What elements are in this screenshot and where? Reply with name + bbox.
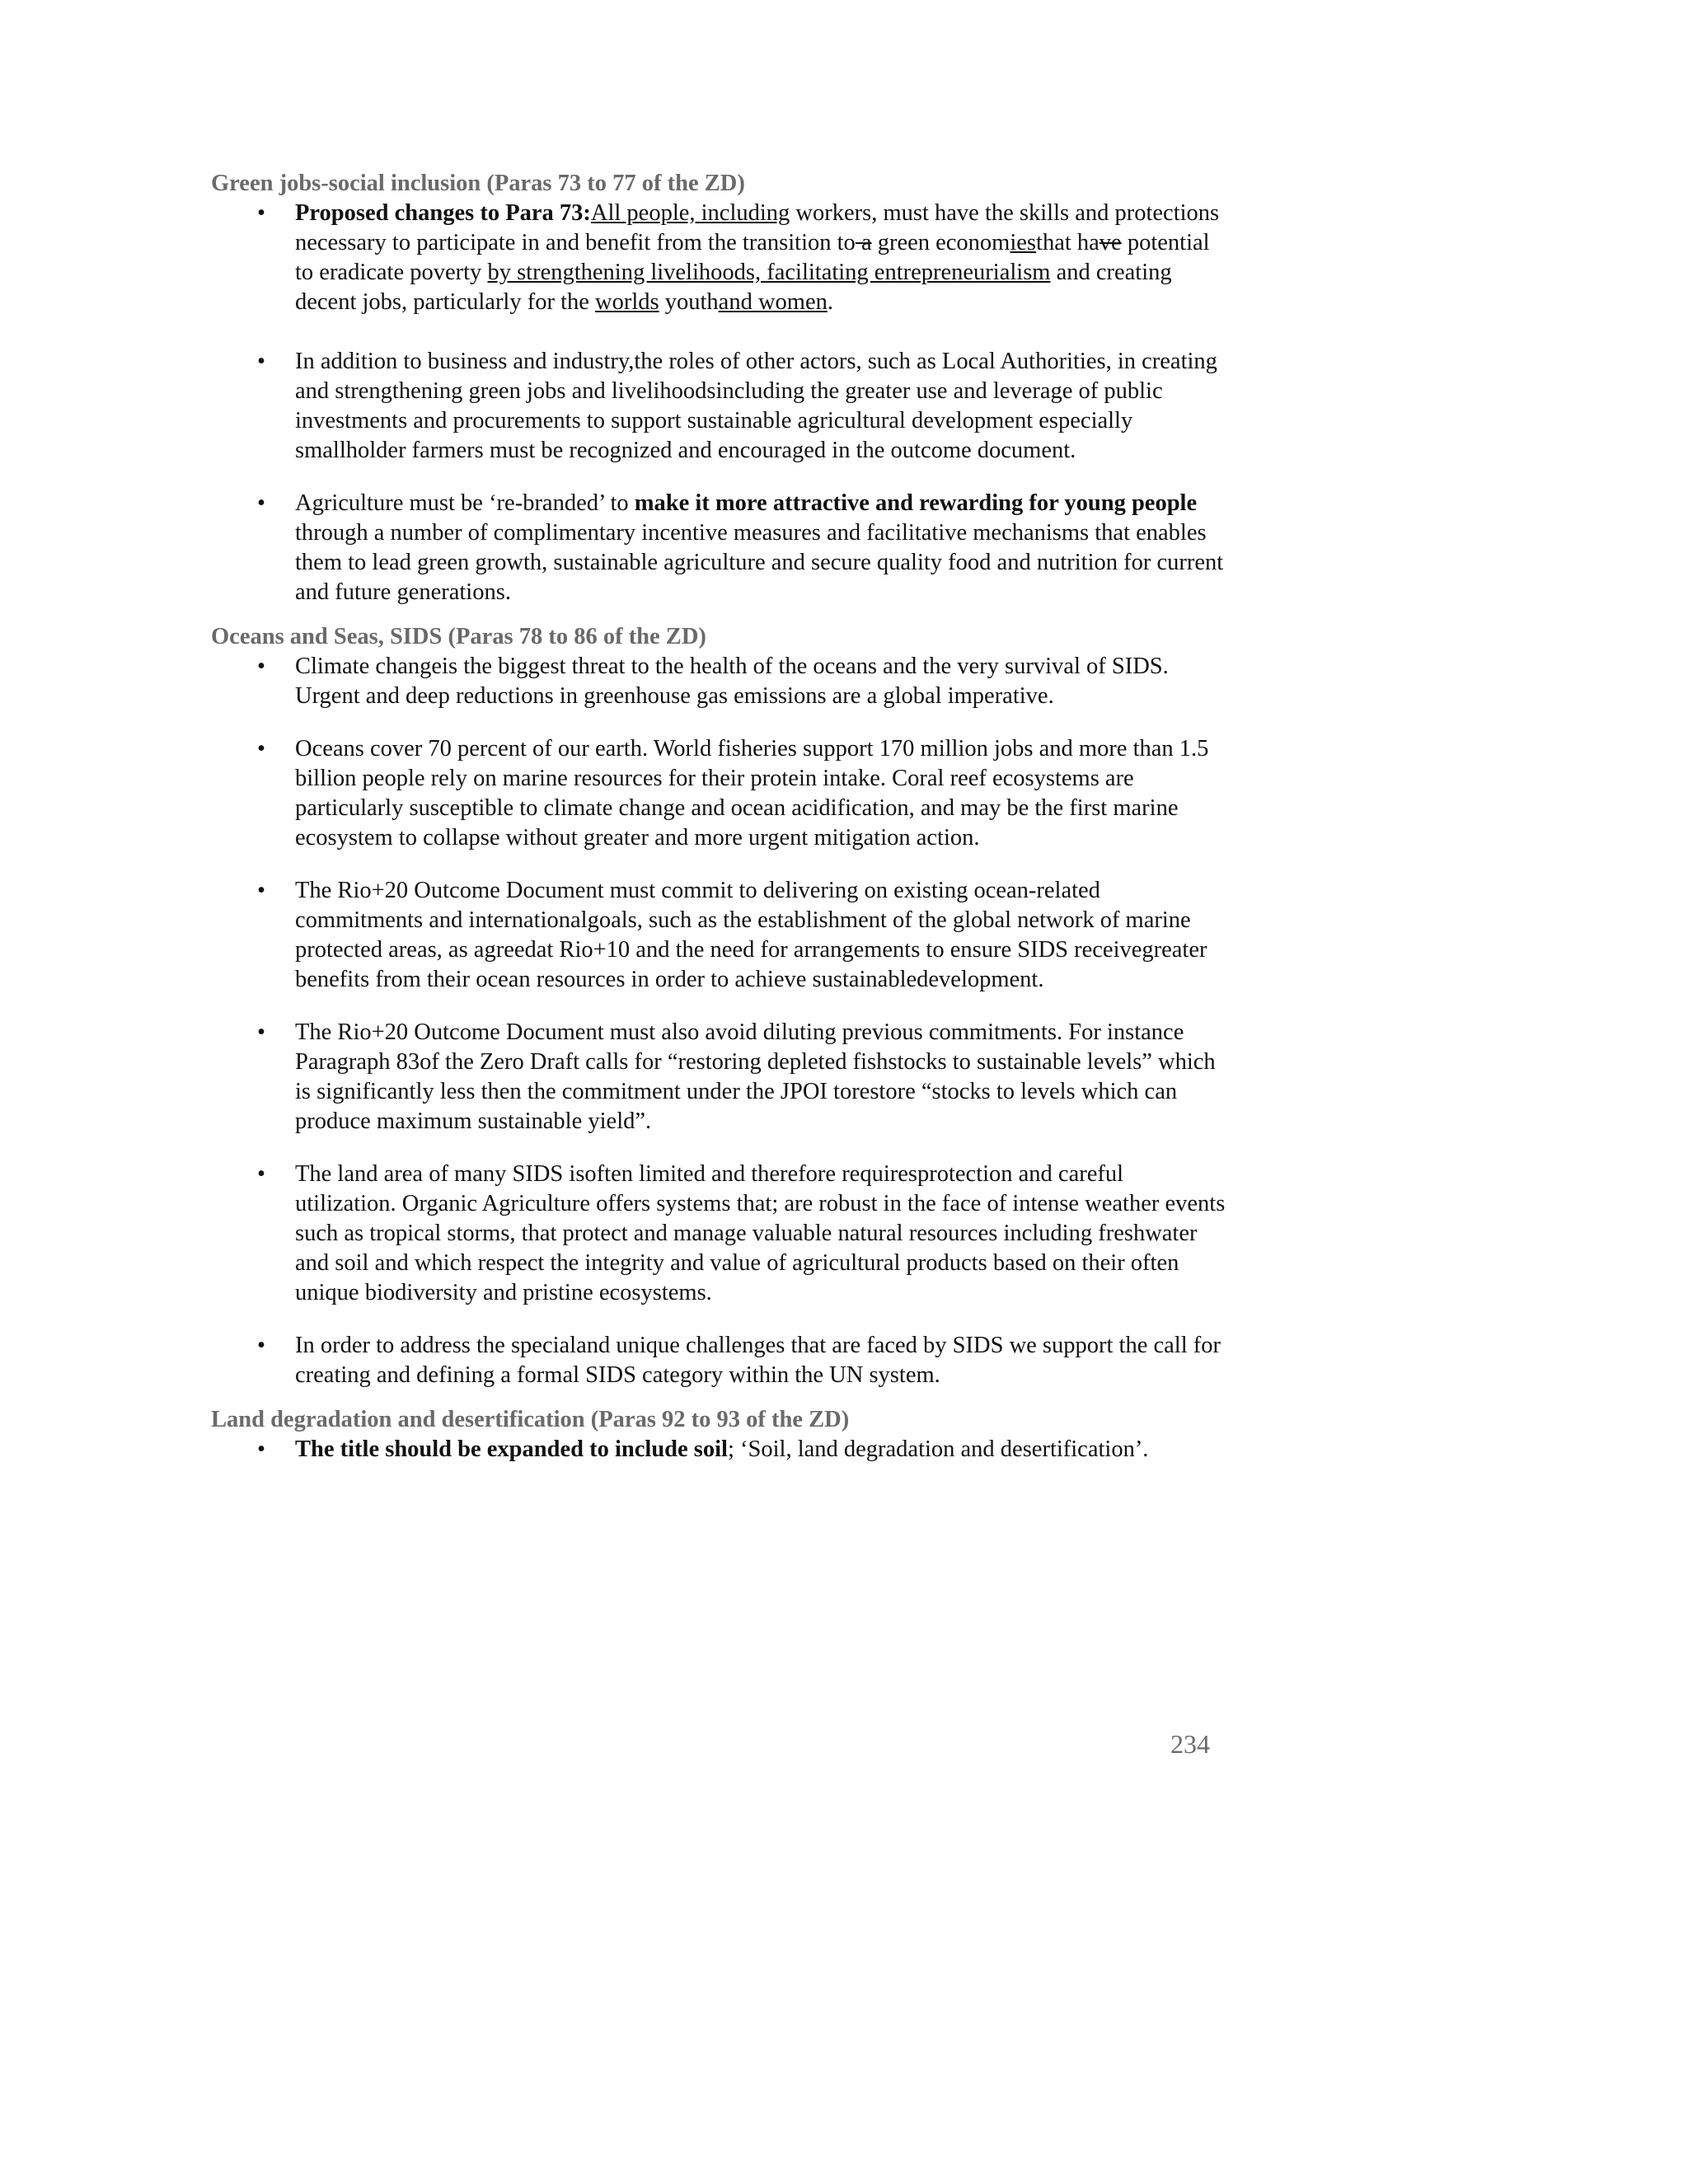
body-text: and creating decent jobs, particularly for the (295, 260, 1172, 315)
body-text: In addition to business and industry,the roles of other actors, such as Local Authorities, in creating and strengthening green jobs and livelihoodsincluding the greater use and leverage of public investments and procurements to support sustainable agricultural development especially smallholder farmers must be recognized and encouraged in the outcome document. (295, 349, 1217, 463)
list-item (211, 1018, 1226, 1137)
document-page (211, 169, 1226, 1479)
page-number: 234 (1170, 1729, 1210, 1759)
list-item (211, 734, 1226, 853)
bullet-icon: • (257, 1436, 265, 1462)
inserted-text: ies (1010, 230, 1037, 255)
bullet-icon: • (257, 1333, 265, 1358)
body-text: workers, must have the skills and protections necessary to participate in and benefit from the transition to (295, 200, 1220, 255)
list-item (211, 876, 1226, 995)
body-text: green econom (871, 230, 1010, 255)
bullet-icon: • (257, 654, 265, 679)
body-text: Agriculture must be ‘re-branded’ to (295, 490, 635, 516)
list-item (211, 652, 1226, 711)
body-text: potential to eradicate poverty (295, 230, 1210, 285)
bold-text: The title should be expanded to include soil (295, 1436, 728, 1462)
bullet-icon: • (257, 1161, 265, 1187)
deleted-text: ve (1099, 230, 1122, 255)
body-text: Climate changeis the biggest threat to the health of the oceans and the very survival of SIDS. Urgent and deep reductions in greenhouse gas emissions are a global imperative. (295, 654, 1169, 709)
bold-text: make it more attractive and rewarding for young people (634, 490, 1198, 516)
body-text: The land area of many SIDS isoften limited and therefore requiresprotection and careful utilization. Organic Agriculture offers systems that; are robust in the face of intense weather events such as tropical storms, that protect and manage valuable natural resources including freshwater and soil and which respect the integrity and value of agricultural products based on their often unique biodiversity and pristine ecosystems. (295, 1161, 1226, 1305)
list-item (211, 1160, 1226, 1308)
body-text: Oceans cover 70 percent of our earth. World fisheries support 170 million jobs and more than 1.5 billion people rely on marine resources for their protein intake. Coral reef ecosystems are particularly susceptible to climate change and ocean acidification, and may be the first marine ecosystem to collapse without greater and more urgent mitigation action. (295, 736, 1209, 851)
bullet-list (211, 199, 1226, 607)
list-item (211, 347, 1226, 466)
bold-text: Proposed changes to Para 73: (295, 200, 591, 226)
bullet-icon: • (257, 200, 265, 226)
list-item (211, 1331, 1226, 1390)
body-text: In order to address the specialand unique challenges that are faced by SIDS we support the call for creating and defining a formal SIDS category within the UN system. (295, 1333, 1221, 1388)
body-text: that ha (1036, 230, 1100, 255)
section-land-degradation (211, 1405, 1226, 1465)
inserted-text: and women (718, 289, 828, 315)
section-oceans-seas (211, 622, 1226, 1390)
section-heading: Land degradation and desertification (Paras 92 to 93 of the ZD) (211, 1407, 850, 1432)
body-text: The Rio+20 Outcome Document must also avoid diluting previous commitments. For instance Paragraph 83of the Zero Draft calls for “restoring depleted fishstocks to sustainable levels” which is significantly less then the commitment under the JPOI torestore “stocks to levels which can produce maximum sustainable yield”. (295, 1019, 1216, 1134)
bullet-list (211, 1435, 1226, 1465)
body-text: ; ‘Soil, land degradation and desertification’. (727, 1436, 1149, 1462)
inserted-text: All people, including (590, 200, 790, 226)
deleted-text: a (855, 230, 872, 255)
bullet-list (211, 652, 1226, 1390)
body-text: youth (659, 289, 719, 315)
body-text: The Rio+20 Outcome Document must commit to delivering on existing ocean-related commitments and internationalgoals, such as the establishment of the global network of marine protected areas, as agreedat Rio+10 and the need for arrangements to ensure SIDS receivegreater benefits from their ocean resources in order to achieve sustainabledevelopment. (295, 878, 1207, 992)
section-heading: Green jobs-social inclusion (Paras 73 to 77 of the ZD) (211, 171, 745, 196)
section-green-jobs (211, 169, 1226, 607)
bullet-icon: • (257, 1019, 265, 1045)
bullet-icon: • (257, 490, 265, 516)
body-text: through a number of complimentary incentive measures and facilitative mechanisms that enables them to lead green growth, sustainable agriculture and secure quality food and nutrition for current and future generations. (295, 520, 1224, 605)
list-item (211, 199, 1226, 317)
section-heading: Oceans and Seas, SIDS (Paras 78 to 86 of the ZD) (211, 624, 706, 649)
body-text: . (827, 289, 833, 315)
list-item (211, 1435, 1226, 1465)
list-item (211, 489, 1226, 607)
inserted-text: worlds (595, 289, 659, 315)
bullet-icon: • (257, 349, 265, 374)
inserted-text: by strengthening livelihoods, facilitating entrepreneurialism (487, 260, 1051, 285)
bullet-icon: • (257, 878, 265, 903)
bullet-icon: • (257, 736, 265, 762)
